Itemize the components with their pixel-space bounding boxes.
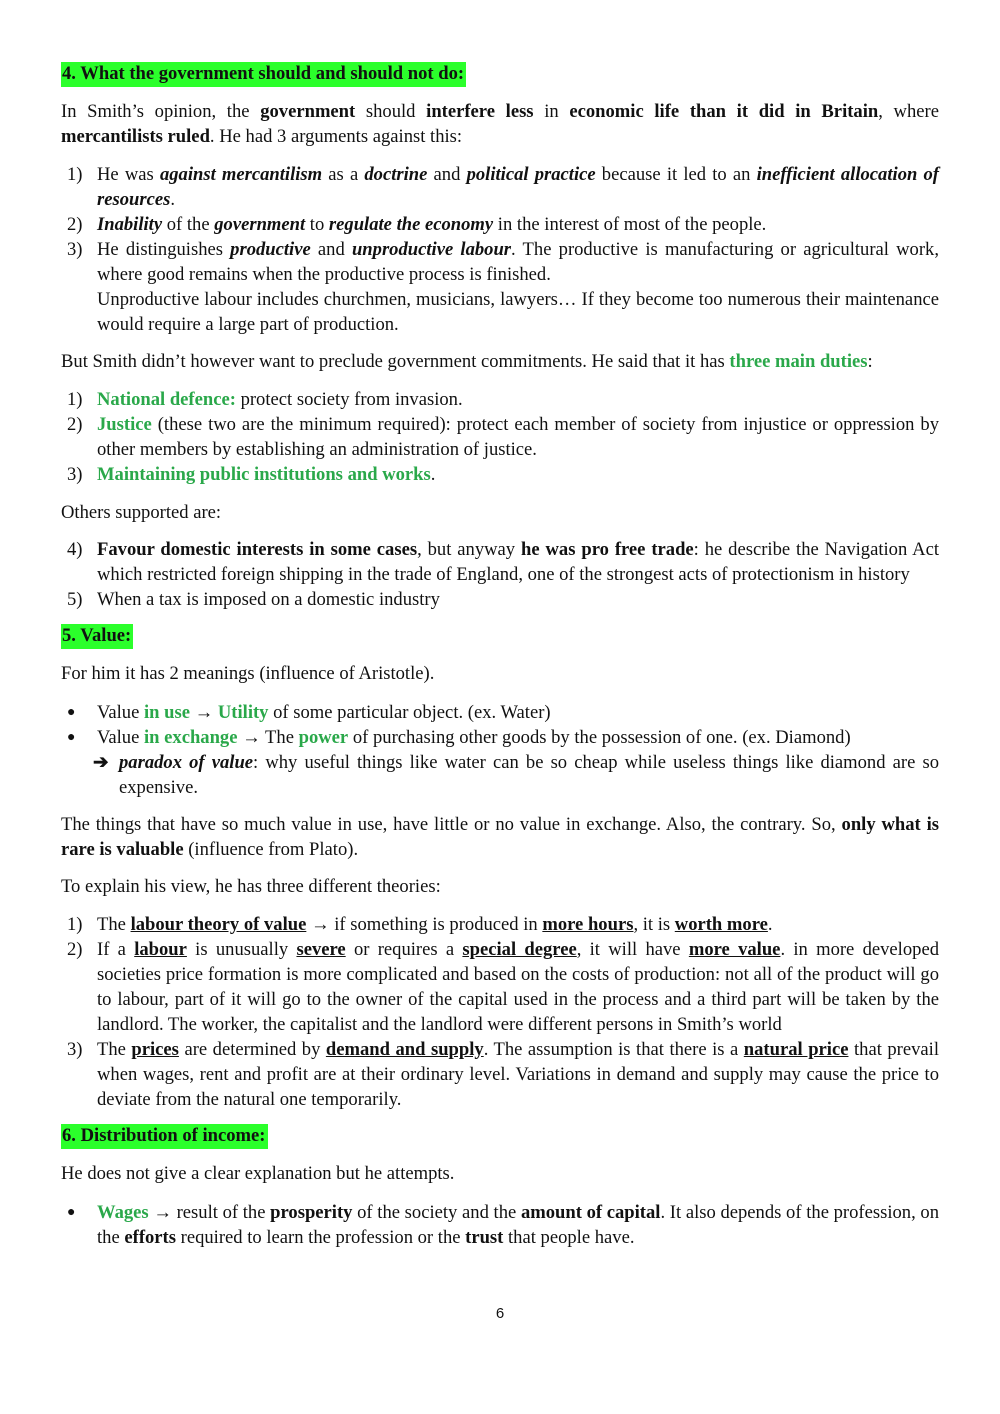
section-heading-5: 5. Value: [61,624,133,649]
bullet-icon: ● [67,1205,76,1220]
list-item: ● Value in exchange → The power of purchasing other goods by the possession of one. (ex. Diamond) [67,727,851,748]
bullet-icon: ● [67,730,76,745]
distribution-bullets [61,1200,939,1250]
arguments-list [61,162,939,337]
paragraph-distribution-intro: He does not give a clear explanation but he attempts. [61,1163,455,1184]
page-number: 6 [495,1305,505,1322]
list-item: 2) If a labour is unusually severe or requires a special degree, it will have more value. in more developed societies price formation is more complicated and based on the costs of production: not all of the product will go to labour, part of it will go to the owner of the capital used in the process and a third part will be taken by the landlord. The worker, the capitalist and the landlord were different persons in Smith’s world [67,939,939,1035]
list-item: 4) Favour domestic interests in some cases, but anyway he was pro free trade: he describe the Navigation Act which restricted foreign shipping in the trade of England, one of the strongest acts of protectionism in history [67,539,939,585]
paragraph-value-intro: For him it has 2 meanings (influence of Aristotle). [61,663,435,684]
section-heading-6: 6. Distribution of income: [61,1124,268,1149]
list-item: ● Value in use → Utility of some particular object. (ex. Water) [67,702,551,723]
list-item: 1) He was against mercantilism as a doctrine and political practice because it led to an inefficient allocation of resources. [67,164,939,210]
bullet-icon: ● [67,705,76,720]
arrow-right-icon: ➔ [93,752,109,773]
section-heading-4: 4. What the government should and should not do: [61,62,466,87]
duties-list [61,387,939,487]
list-item: 3) He distinguishes productive and unproductive labour. The productive is manufacturing or agricultural work, where good remains when the productive process is finished. Unproductive labour includes churchmen, musicians, lawyers… If they become too numerous their maintenance would require a large part of production. [67,239,939,335]
theories-list [61,912,939,1112]
paragraph-others-intro: Others supported are: [61,502,222,523]
list-item: 3) Maintaining public institutions and works. [67,464,436,485]
paragraph-theories-intro: To explain his view, he has three different theories: [61,876,441,897]
value-bullets [61,700,939,750]
list-item: 2) Inability of the government to regulate the economy in the interest of most of the people. [67,214,767,235]
document-page [61,58,939,1250]
paragraph-duties-intro: But Smith didn’t however want to preclude government commitments. He said that it has three main duties: [61,351,873,372]
list-item: 5) When a tax is imposed on a domestic industry [67,589,440,610]
paradox-of-value-note: ➔ paradox of value: why useful things like water can be so cheap while useless things like diamond are so expensive. [93,752,939,798]
list-item: ● Wages → result of the prosperity of the society and the amount of capital. It also depends of the profession, on the efforts required to learn the profession or the trust that people have. [67,1202,939,1248]
paragraph-rarity: The things that have so much value in use, have little or no value in exchange. Also, the contrary. So, only what is rare is valuable (influence from Plato). [61,814,939,860]
others-list [61,537,939,612]
list-item: 1) National defence: protect society from invasion. [67,389,463,410]
paragraph-government-intro: In Smith’s opinion, the government should interfere less in economic life than it did in Britain, where mercantilists ruled. He had 3 arguments against this: [61,101,939,147]
list-item: 3) The prices are determined by demand and supply. The assumption is that there is a natural price that prevail when wages, rent and profit are at their ordinary level. Variations in demand and supply may cause the price to deviate from the natural one temporarily. [67,1039,939,1110]
list-item: 1) The labour theory of value → if something is produced in more hours, it is worth more. [67,914,773,935]
list-item: 2) Justice (these two are the minimum required): protect each member of society from injustice or oppression by other members by establishing an administration of justice. [67,414,939,460]
